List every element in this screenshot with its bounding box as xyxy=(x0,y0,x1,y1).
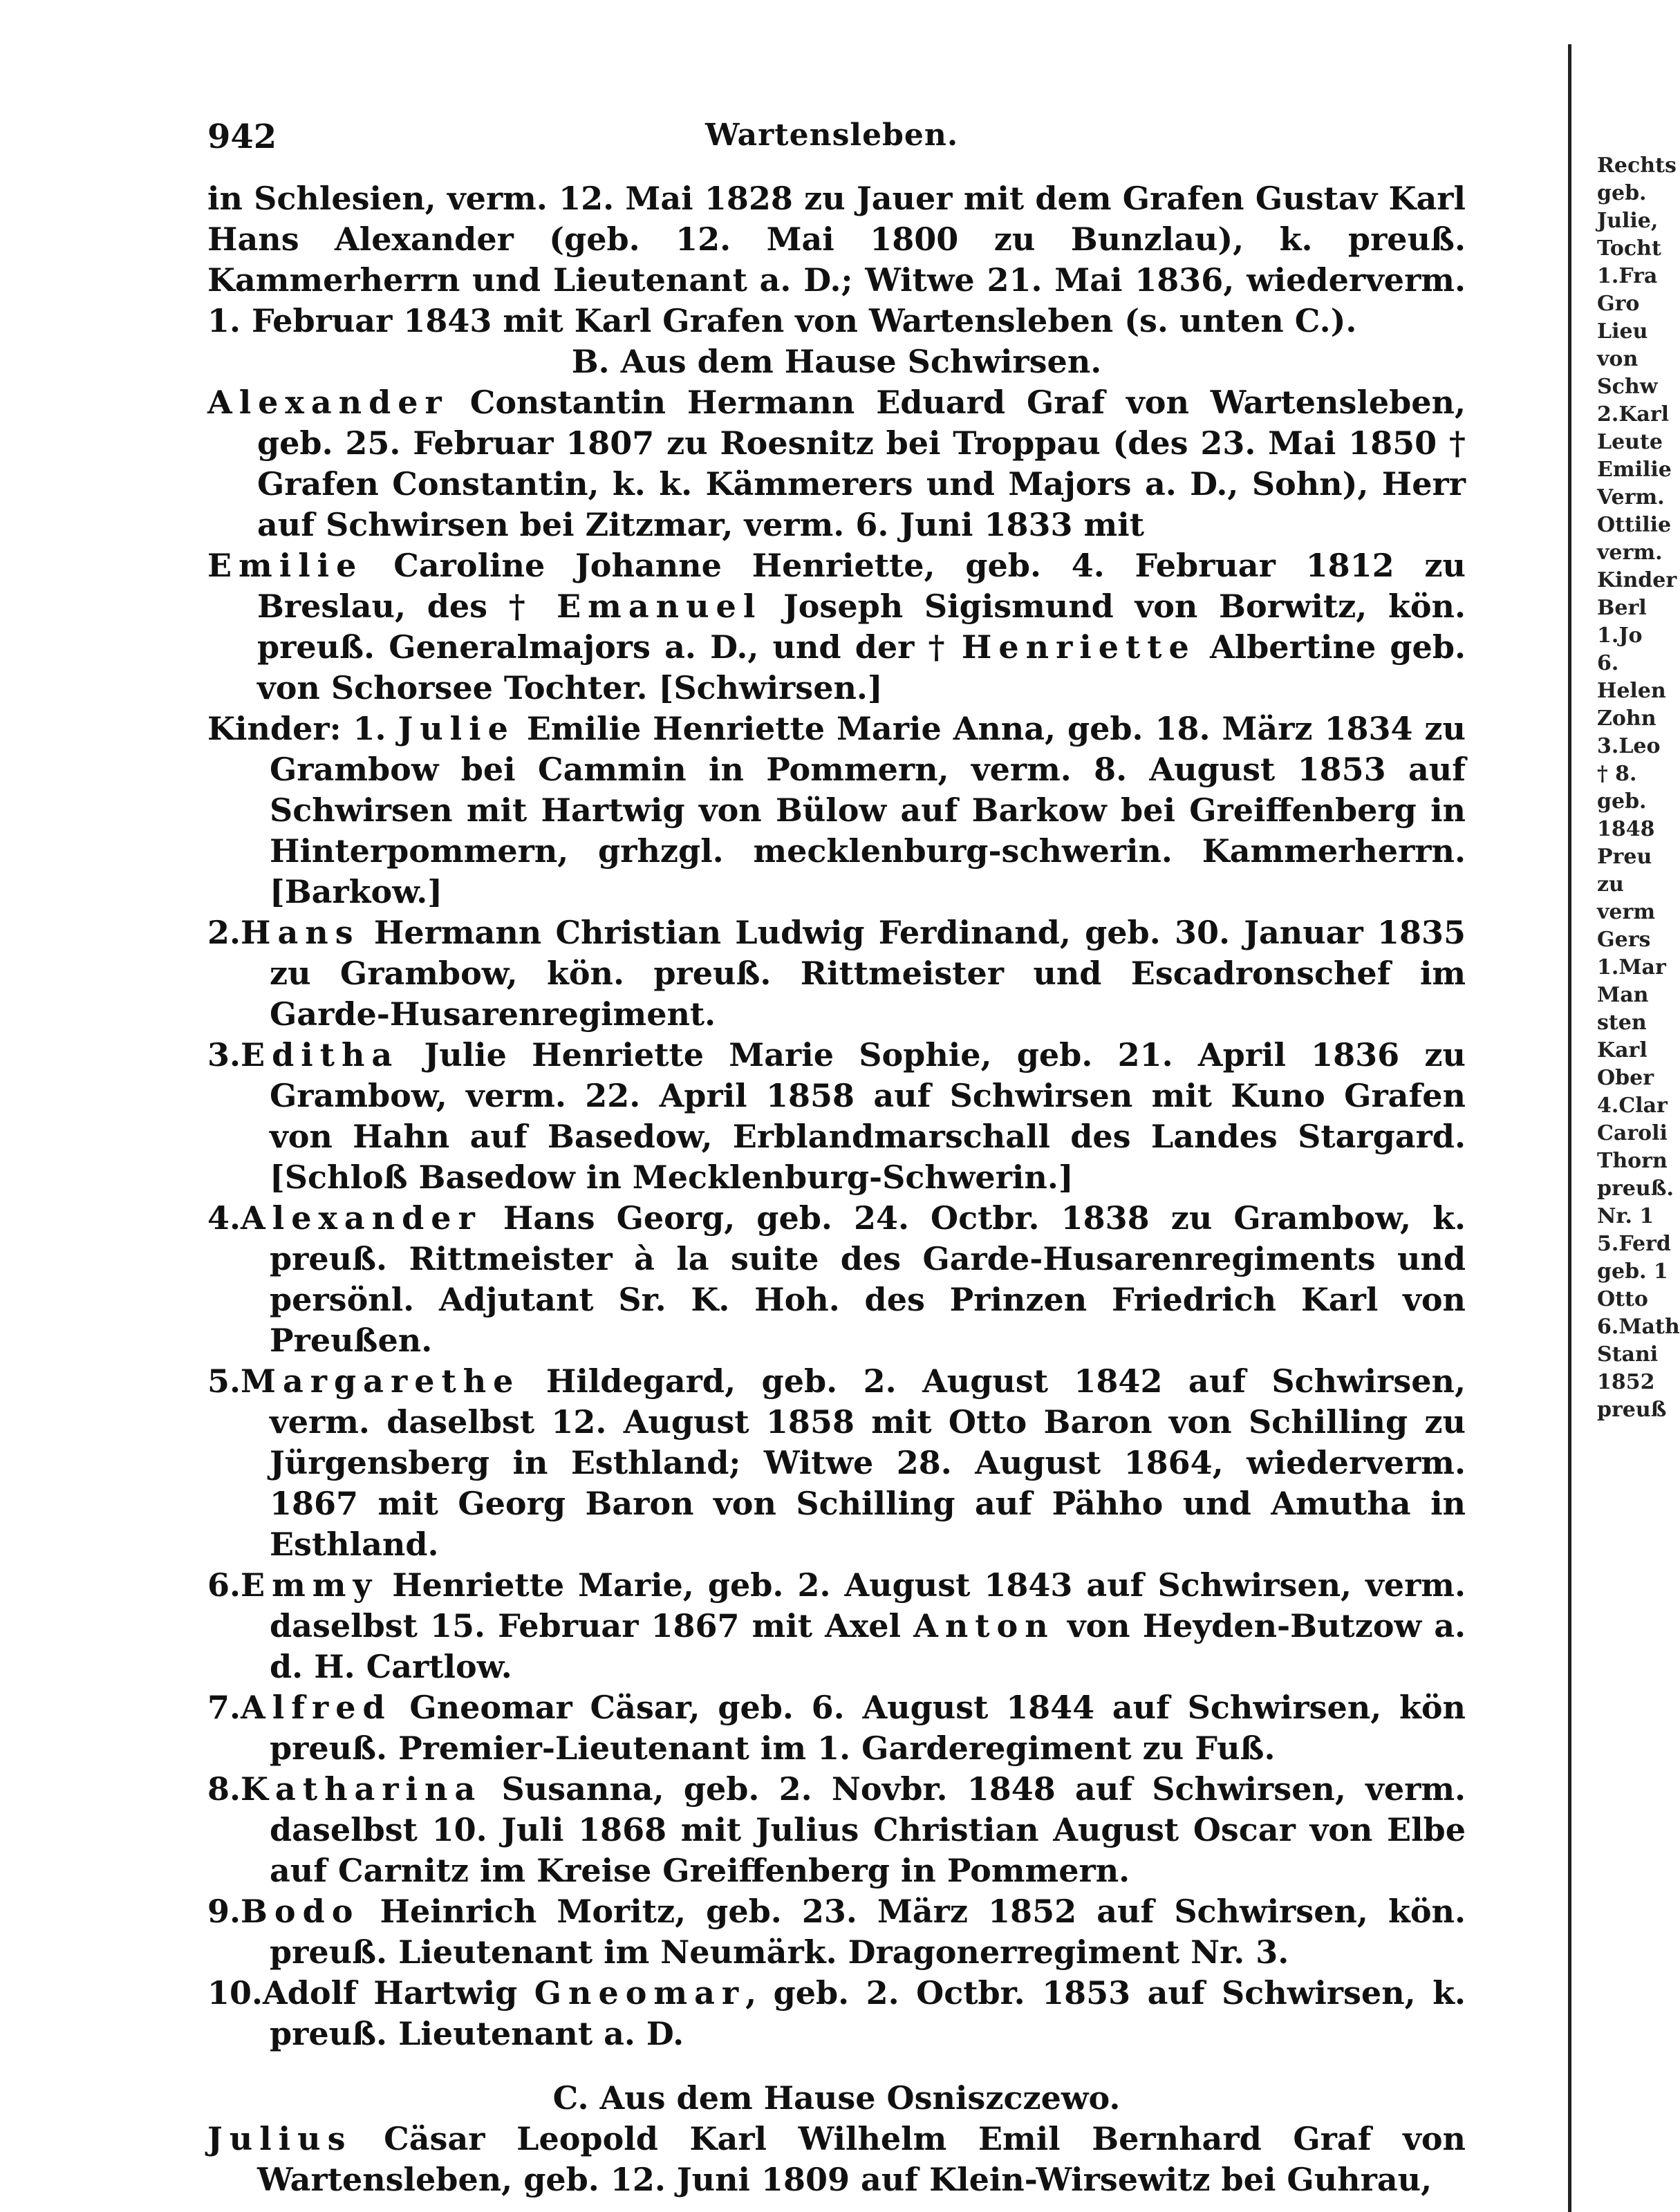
wife-text-2: Joseph Sigismund von Borwitz, kön. preuß. Generalmajors a. D., und der † xyxy=(257,588,1466,666)
section-b-wife-entry xyxy=(207,545,1466,709)
margin-fragment: Schw xyxy=(1597,375,1658,399)
child-text: Hildegard, geb. 2. August 1842 auf Schwirsen, verm. daselbst 12. August 1858 mit Otto Baron von Schilling zu Jürgensberg in Esthland; Witwe 28. August 1864, wiederverm. 1867 mit Georg Baron von Schilling auf Pähho und Amutha in Esthland. xyxy=(270,1362,1466,1563)
child-name: Julie xyxy=(398,710,515,747)
page-header xyxy=(207,118,1466,166)
main-text xyxy=(207,178,1466,2200)
margin-fragment: Ober xyxy=(1597,1066,1654,1090)
gutter-line xyxy=(1568,44,1571,2212)
child-entry-8 xyxy=(207,1769,1466,1891)
margin-fragment: Julie, xyxy=(1597,209,1659,233)
child-number: 4. xyxy=(207,1199,241,1237)
child-number: 6. xyxy=(207,1566,241,1604)
child-entry-10 xyxy=(207,1973,1466,2054)
child-text: Heinrich Moritz, geb. 23. März 1852 auf Schwirsen, kön. preuß. Lieutenant im Neumärk. Dragonerregiment Nr. 3. xyxy=(270,1893,1466,1971)
margin-fragment: Verm. xyxy=(1597,485,1665,509)
section-c-head-entry xyxy=(207,2119,1466,2200)
child-entry-1 xyxy=(207,709,1466,912)
child-number: 7. xyxy=(207,1689,241,1726)
child-text: Emilie Henriette Marie Anna, geb. 18. März 1834 zu Grambow bei Cammin in Pommern, verm. 8. August 1853 auf Schwirsen mit Hartwig von Bülow auf Barkow bei Greiffenberg in Hinterpommern, grhzgl. mecklenburg-schwerin. Kammerherrn. [Barkow.] xyxy=(270,710,1466,910)
margin-fragment: Lieu xyxy=(1597,319,1648,344)
child-name: Emmy xyxy=(241,1566,379,1604)
child-number: 9. xyxy=(207,1893,241,1930)
child-name: Bodo xyxy=(241,1893,360,1930)
margin-fragment: Gro xyxy=(1597,292,1640,316)
child-entry-9 xyxy=(207,1891,1466,1973)
margin-fragment: preuß. xyxy=(1597,1177,1674,1201)
margin-fragment: Thorn xyxy=(1597,1149,1668,1173)
margin-fragment: geb. xyxy=(1597,789,1647,814)
head-name: Julius xyxy=(207,2120,353,2157)
margin-fragment: Otto xyxy=(1597,1287,1648,1311)
child-name: Katharina xyxy=(241,1770,483,1808)
margin-fragment: Rechts xyxy=(1597,153,1677,178)
child-entry-3 xyxy=(207,1035,1466,1198)
margin-fragment: Gers xyxy=(1597,928,1651,952)
margin-fragment: von xyxy=(1597,347,1639,371)
margin-fragment: 1.Mar xyxy=(1597,955,1666,980)
child-number: 10. xyxy=(207,1974,263,2012)
margin-fragment: Man xyxy=(1597,983,1649,1007)
child-name: Editha xyxy=(241,1036,400,1074)
margin-fragment: Zohn xyxy=(1597,706,1656,731)
child-number: 2. xyxy=(207,914,241,951)
page-number: 942 xyxy=(207,118,277,156)
margin-fragment: 1852 xyxy=(1597,1370,1655,1394)
margin-fragment: 1848 xyxy=(1597,817,1655,841)
head-name: Alexander xyxy=(207,384,449,421)
child-spouse-name: Anton xyxy=(913,1607,1055,1644)
margin-fragment: zu xyxy=(1597,872,1624,897)
child-text: Henriette Marie, geb. 2. August 1843 auf Schwirsen, verm. daselbst 15. Februar 1867 mit Axel xyxy=(270,1566,1466,1644)
child-text: Adolf Hartwig xyxy=(263,1974,518,2012)
child-text: Hans Georg, geb. 24. Octbr. 1838 zu Grambow, k. preuß. Rittmeister à la suite des Garde-Husarenregiments und persönl. Adjutant Sr. K. Hoh. des Prinzen Friedrich Karl von Preußen. xyxy=(270,1199,1466,1359)
child-entry-4 xyxy=(207,1198,1466,1361)
section-b-heading: B. Aus dem Hause Schwirsen. xyxy=(571,343,1102,380)
margin-fragment: geb. 1 xyxy=(1597,1259,1668,1284)
child-number: 8. xyxy=(207,1770,241,1808)
margin-fragment: 6. xyxy=(1597,651,1619,675)
child-name: Hans xyxy=(241,914,360,951)
margin-fragment: sten xyxy=(1597,1011,1647,1035)
margin-fragment: verm. xyxy=(1597,541,1663,565)
margin-fragment: Caroli xyxy=(1597,1121,1668,1145)
margin-fragment: 5.Ferd xyxy=(1597,1232,1671,1256)
child-name: Gneomar xyxy=(534,1974,746,2012)
section-b-head-entry xyxy=(207,382,1466,545)
margin-fragment: Berl xyxy=(1597,596,1647,620)
margin-fragment: Kinder xyxy=(1597,568,1677,592)
child-text: Susanna, geb. 2. Novbr. 1848 auf Schwirsen, verm. daselbst 10. Juli 1868 mit Julius Christian August Oscar von Elbe auf Carnitz im Kreise Greiffenberg in Pommern. xyxy=(270,1770,1466,1889)
margin-fragment: Emilie xyxy=(1597,458,1672,482)
continuation-paragraph: in Schlesien, verm. 12. Mai 1828 zu Jauer mit dem Grafen Gustav Karl Hans Alexander (geb. 12. Mai 1800 zu Bunzlau), k. preuß. Kammerherrn und Lieutenant a. D.; Witwe 21. Mai 1836, wiederverm. 1. Februar 1843 mit Karl Grafen von Wartensleben (s. unten C.). xyxy=(207,180,1466,339)
child-entry-5 xyxy=(207,1361,1466,1565)
wife-text-1: Caroline Johanne Henriette, geb. 4. Februar 1812 zu Breslau, des † xyxy=(257,547,1466,625)
margin-fragment: Stani xyxy=(1597,1342,1659,1367)
margin-fragment: 4.Clar xyxy=(1597,1094,1668,1118)
margin-fragment: geb. xyxy=(1597,181,1647,205)
child-text: Gneomar Cäsar, geb. 6. August 1844 auf Schwirsen, kön preuß. Premier-Lieutenant im 1. Garderegiment zu Fuß. xyxy=(270,1689,1466,1767)
head-text: Cäsar Leopold Karl Wilhelm Emil Bernhard Graf von Wartensleben, geb. 12. Juni 1809 auf Klein-Wirsewitz bei Guhrau, xyxy=(257,2120,1466,2198)
children-label: Kinder: 1. xyxy=(207,710,386,747)
margin-fragment: Ottilie xyxy=(1597,513,1672,537)
child-text: Julie Henriette Marie Sophie, geb. 21. April 1836 zu Grambow, verm. 22. April 1858 auf Schwirsen mit Kuno Grafen von Hahn auf Basedow, Erblandmarschall des Landes Stargard. [Schloß Basedow in Mecklenburg-Schwerin.] xyxy=(270,1036,1466,1196)
margin-fragment: 3.Leo xyxy=(1597,734,1661,758)
margin-fragment: Nr. 1 xyxy=(1597,1204,1654,1228)
child-entry-7 xyxy=(207,1687,1466,1769)
child-name: Margarethe xyxy=(241,1362,521,1400)
child-name: Alfred xyxy=(241,1689,392,1726)
child-name: Alexander xyxy=(241,1199,482,1237)
margin-fragment: † 8. xyxy=(1597,762,1637,786)
adjacent-page-margin xyxy=(1597,152,1680,2018)
margin-fragment: preuß xyxy=(1597,1398,1667,1422)
child-entry-2 xyxy=(207,912,1466,1035)
child-text: , geb. 2. Octbr. 1853 auf Schwirsen, k. preuß. Lieutenant a. D. xyxy=(270,1974,1466,2052)
margin-fragment: verm xyxy=(1597,900,1656,924)
margin-fragment: 6.Math xyxy=(1597,1315,1680,1339)
margin-fragment: Tocht xyxy=(1597,236,1661,261)
child-number: 3. xyxy=(207,1036,241,1074)
margin-fragment: Karl xyxy=(1597,1038,1648,1062)
margin-fragment: Leute xyxy=(1597,430,1663,454)
running-title: Wartensleben. xyxy=(705,118,959,153)
margin-fragment: 1.Jo xyxy=(1597,624,1643,648)
child-text: Hermann Christian Ludwig Ferdinand, geb. 30. Januar 1835 zu Grambow, kön. preuß. Rittmeister und Escadronschef im Garde-Husarenregiment. xyxy=(270,914,1466,1033)
margin-fragment: 1.Fra xyxy=(1597,264,1658,288)
child-number: 5. xyxy=(207,1362,241,1400)
child-entry-6 xyxy=(207,1565,1466,1687)
wife-name: Emilie xyxy=(207,547,364,584)
wife-father-name: Emanuel xyxy=(557,588,763,625)
margin-fragment: Helen xyxy=(1597,679,1666,703)
margin-fragment: 2.Karl xyxy=(1597,402,1670,427)
section-c-heading: C. Aus dem Hause Osniszczewo. xyxy=(552,2079,1121,2117)
child-text: von Heyden-Butzow a. d. H. Cartlow. xyxy=(270,1607,1466,1685)
head-text: Constantin Hermann Eduard Graf von Wartensleben, geb. 25. Februar 1807 zu Roesnitz bei Troppau (des 23. Mai 1850 † Grafen Constantin, k. k. Kämmerers und Majors a. D., Sohn), Herr auf Schwirsen bei Zitzmar, verm. 6. Juni 1833 mit xyxy=(257,384,1466,543)
margin-fragment: Preu xyxy=(1597,845,1652,869)
wife-text-3: Albertine geb. von Schorsee Tochter. [Schwirsen.] xyxy=(257,628,1466,706)
wife-mother-name: Henriette xyxy=(961,628,1196,666)
